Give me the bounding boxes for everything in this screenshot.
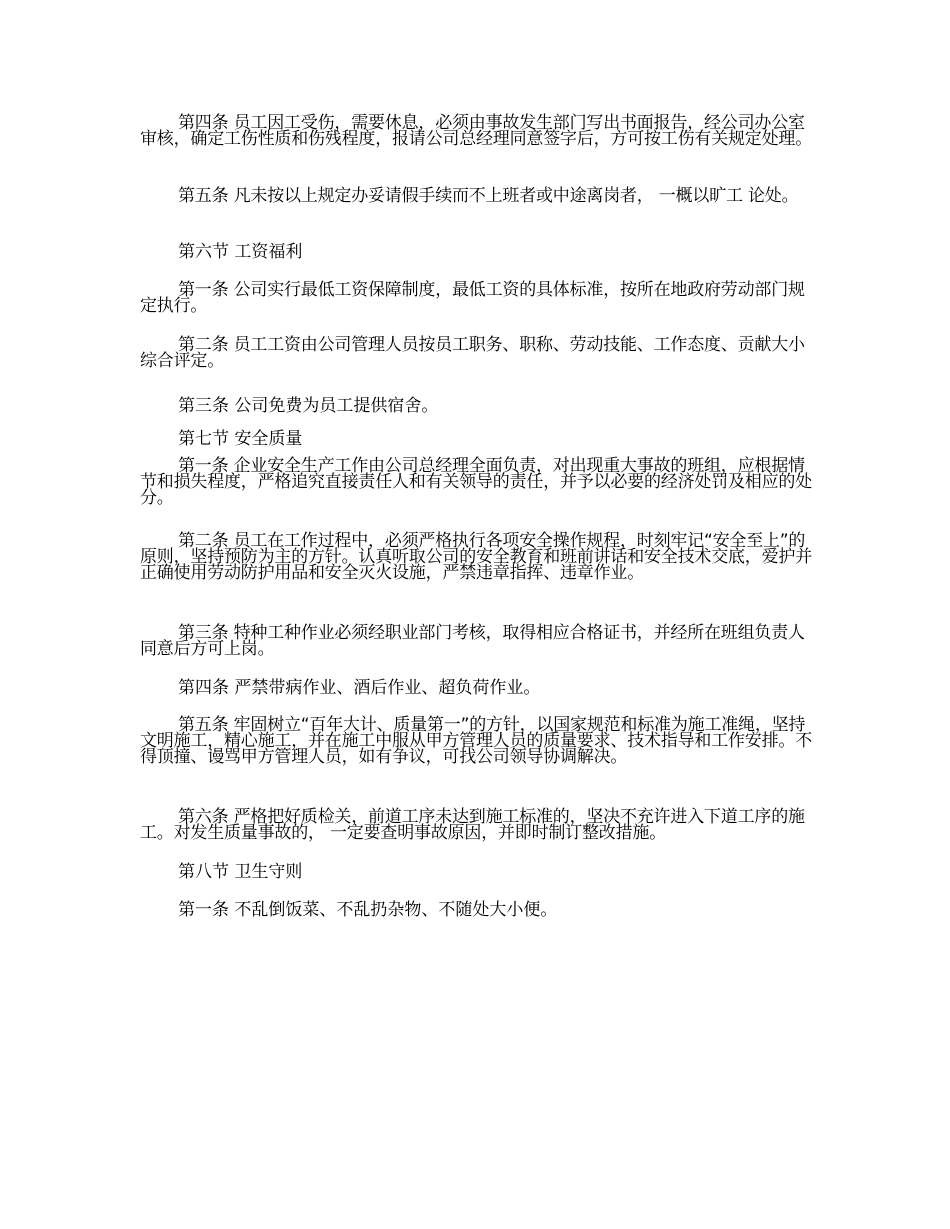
article-paragraph: 第一条 公司实行最低工资保障制度，最低工资的具体标准，按所在地政府劳动部门规定执行。 [140,280,805,316]
section-heading: 第六节 工资福利 [178,242,303,262]
article-paragraph: 第五条 牢固树立“百年大计、质量第一”的方针，以国家规范和标准为施工准绳，坚持文明施工，精心施工，并在施工中服从甲方管理人员的质量要求、技术指导和工作安排。不得顶撞、谩骂甲方管理人员，如有争议，可找公司领导协调解决。 [140,715,812,767]
article-paragraph: 第三条 特种工种作业必须经职业部门考核，取得相应合格证书，并经所在班组负责人同意后方可上岗。 [140,623,805,659]
article-line: 第四条 严禁带病作业、酒后作业、超负荷作业。 [178,678,541,698]
article-paragraph: 第二条 员工工资由公司管理人员按员工职务、职称、劳动技能、工作态度、贡献大小综合评定。 [140,335,805,371]
article-paragraph: 第六条 严格把好质检关，前道工序未达到施工标准的，坚决不充许进入下道工序的施工。对发生质量事故的， 一定要查明事故原因，并即时制订整改措施。 [140,807,805,843]
section-heading: 第七节 安全质量 [178,429,303,449]
article-paragraph: 第五条 凡未按以上规定办妥请假手续而不上班者或中途离岗者， 一概以旷工 论处。 [178,186,799,206]
article-paragraph: 第一条 企业安全生产工作由公司总经理全面负责，对出现重大事故的班组，应根据情节和损失程度，严格追究直接责任人和有关领导的责任，并予以必要的经济处罚及相应的处分。 [140,456,812,508]
article-line: 第一条 不乱倒饭菜、不乱扔杂物、不随处大小便。 [178,900,558,920]
article-paragraph: 第四条 员工因工受伤，需要休息，必须由事故发生部门写出书面报告，经公司办公室审核，确定工伤性质和伤残程度，报请公司总经理同意签字后，方可按工伤有关规定处理。 [140,113,812,149]
article-line: 第三条 公司免费为员工提供宿舍。 [178,396,439,416]
article-paragraph: 第二条 员工在工作过程中，必须严格执行各项安全操作规程，时刻牢记“安全至上”的原则，坚持预防为主的方针。认真听取公司的安全教育和班前讲话和安全技术交底，爱护并正确使用劳动防护用品和安全灭火设施，严禁违章指挥、违章作业。 [140,531,812,583]
section-heading: 第八节 卫生守则 [178,862,303,882]
